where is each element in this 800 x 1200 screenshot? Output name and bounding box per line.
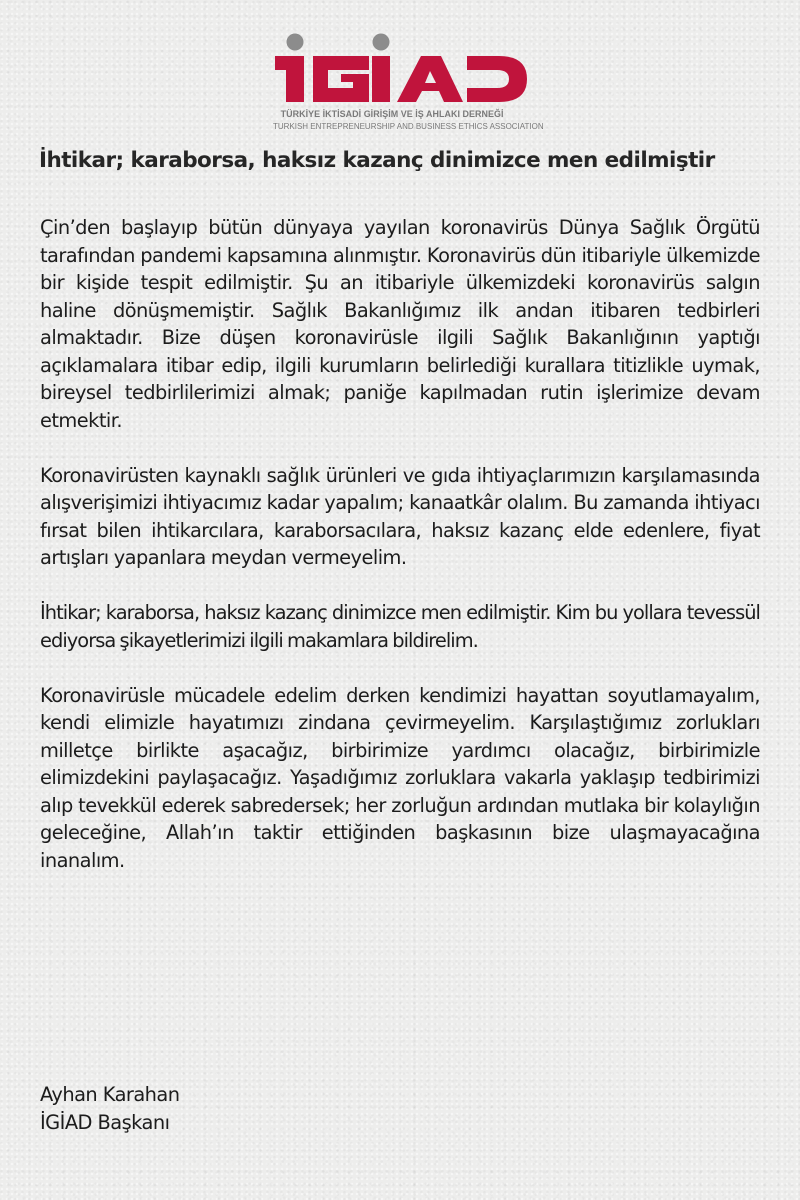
- signatory-name: Ayhan Karahan: [40, 1083, 180, 1106]
- paragraph: Çin’den başlayıp bütün dünyaya yayılan koronavirüs Dünya Sağlık Örgütü tarafından pandemi kapsamına alınmıştır. Koronavirüs dün itibariyle ülkemizde bir kişide tespit edilmiştir. Şu an itibariyle ülkemizdeki koronavirüs salgın haline dönüşmemiştir. Sağlık Bakanlığımız ilk andan itibaren tedbirleri almaktadır. Bize düşen koronavirüsle ilgili Sağlık Bakanlığının yaptığı açıklamalara itibar edip, ilgili kurumların belirlediği kurallara titizlikle uymak, bireysel tedbirlilerimizi almak; paniğe kapılmadan rutin işlerimize devam etmektir.: [40, 216, 760, 432]
- logo-subtitle-turkish: TÜRKİYE İKTİSADİ GİRİŞİM VE İŞ AHLAKI DERNEĞİ: [280, 109, 504, 120]
- logo-subtitle-english: TURKISH ENTREPRENEURSHIP AND BUSINESS ETHICS ASSOCIATION: [273, 121, 544, 131]
- igiad-logo: [273, 32, 544, 136]
- signatory-title: İGİAD Başkanı: [40, 1110, 170, 1134]
- document-body: [40, 214, 760, 902]
- igiad-wordmark-icon: [273, 32, 529, 106]
- paragraph: Koronavirüsten kaynaklı sağlık ürünleri ve gıda ihtiyaçlarımızın karşılamasında alışverişimizi ihtiyacımız kadar yapalım; kanaatkâr olalım. Bu zamanda ihtiyacı fırsat bilen ihtikarcılara, karaborsacılara, haksız kazanç elde edenlere, fiyat artışları yapanlara meydan vermeyelim.: [40, 463, 760, 569]
- document-headline: İhtikar; karaborsa, haksız kazanç dinimizce men edilmiştir: [39, 148, 715, 173]
- paragraph: Koronavirüsle mücadele edelim derken kendimizi hayattan soyutlamayalım, kendi elimizle hayatımızı zindana çevirmeyelim. Karşılaştığımız zorlukları milletçe birlikte aşacağız, birbirimize yardımcı olacağız, birbirimizle elimizdekini paylaşacağız. Yaşadığımız zorluklara vakarla yaklaşıp tedbirimizi alıp tevekkül ederek sabredersek; her zorluğun ardından mutlaka bir kolaylığın geleceğine, Allah’ın taktir ettiğinden başkasının bize ulaşmayacağına inanalım.: [40, 683, 760, 872]
- paragraph: İhtikar; karaborsa, haksız kazanç dinimizce men edilmiştir. Kim bu yollara tevessül ediyorsa şikayetlerimizi ilgili makamlara bildirelim.: [40, 601, 760, 652]
- signature-block: [40, 1081, 440, 1136]
